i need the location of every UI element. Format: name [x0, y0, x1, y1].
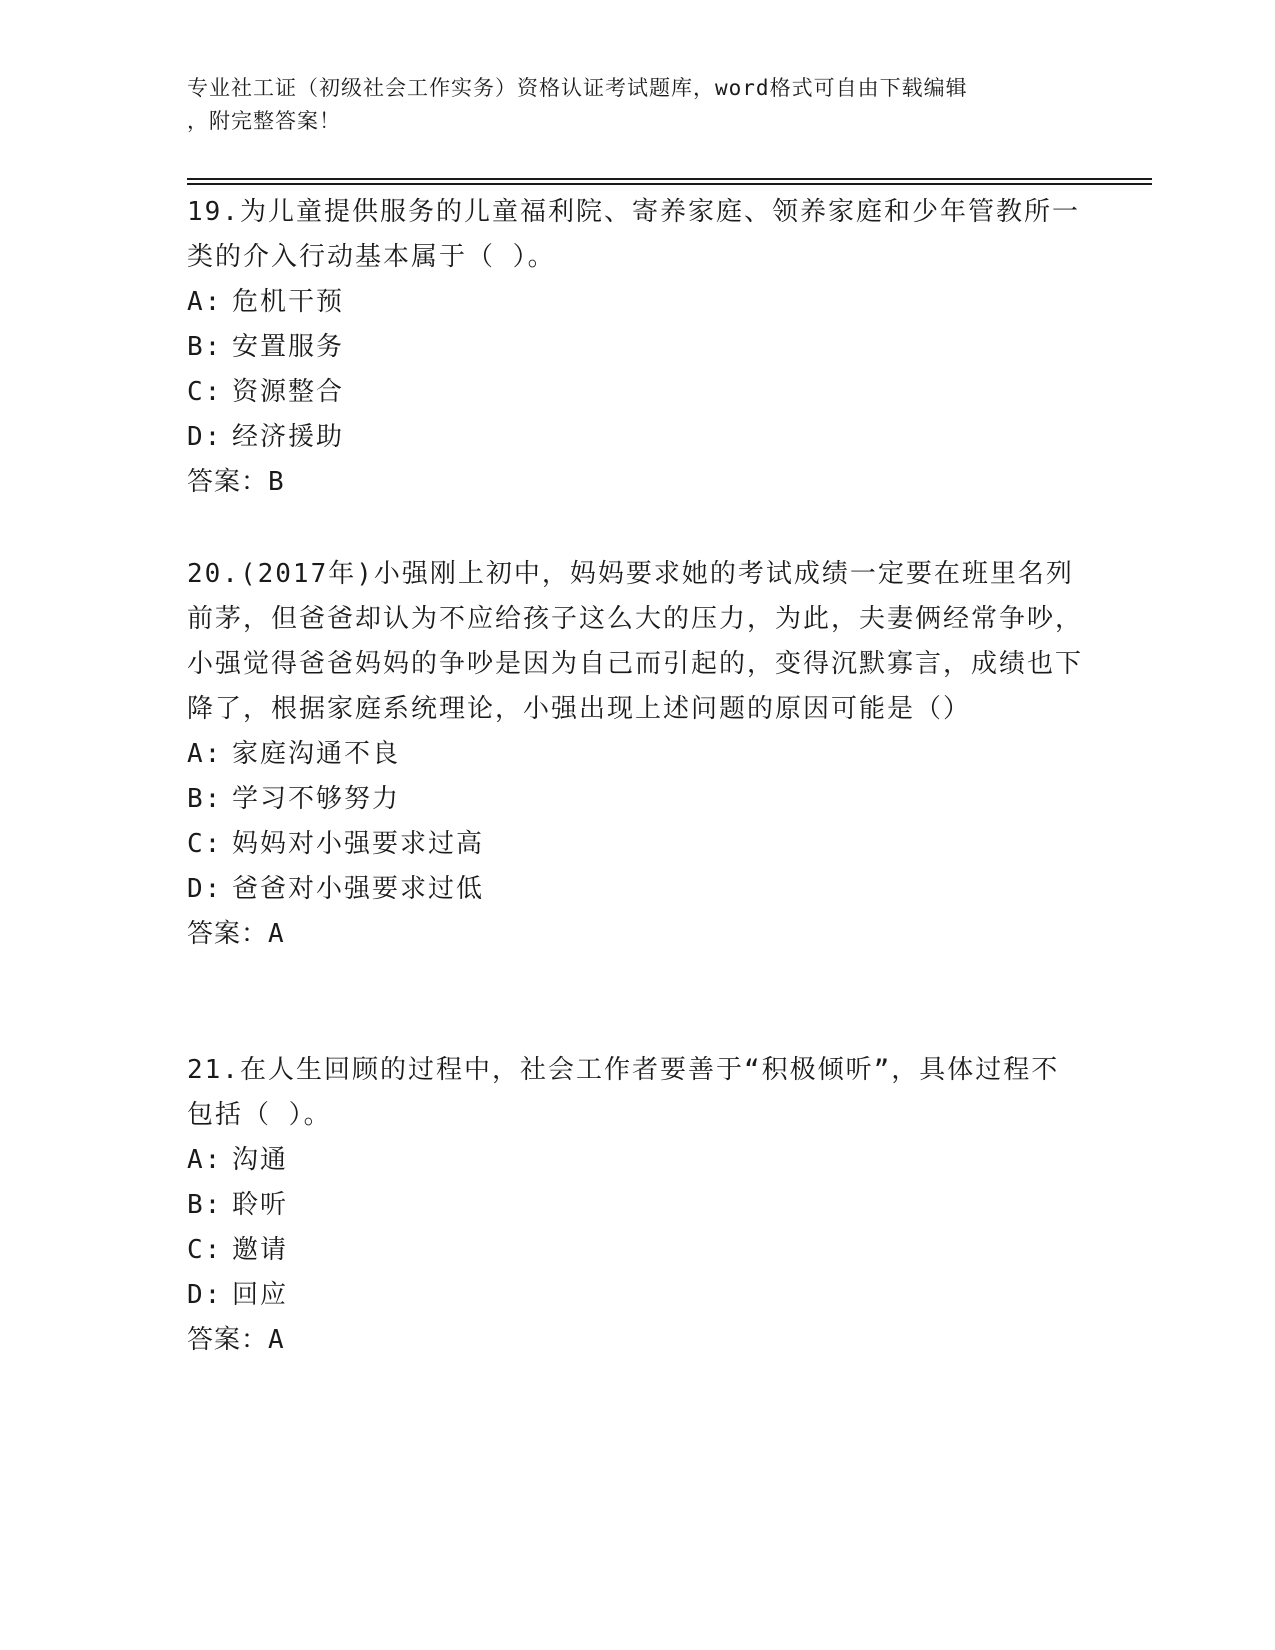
- option-d: [187, 867, 1087, 912]
- option-c: [187, 370, 1087, 415]
- option-key: B:: [187, 784, 223, 814]
- option-key: C:: [187, 1235, 223, 1265]
- question-text: 20.(2017年)小强刚上初中，妈妈要求她的考试成绩一定要在班里名列前茅，但爸爸却认为不应给孩子这么大的压力，为此，夫妻俩经常争吵，小强觉得爸爸妈妈的争吵是因为自己而引起的，变得沉默寡言，成绩也下降了，根据家庭系统理论，小强出现上述问题的原因可能是（）: [187, 559, 1084, 724]
- option-label: 学习不够努力: [232, 784, 401, 814]
- option-label: 邀请: [232, 1235, 289, 1265]
- option-key: C:: [187, 829, 223, 859]
- option-key: D:: [187, 422, 223, 452]
- option-a: [187, 732, 1087, 777]
- question-text: 19.为儿童提供服务的儿童福利院、寄养家庭、领养家庭和少年管教所一类的介入行动基本属于（ ）。: [187, 197, 1080, 272]
- answer-line: 答案：A: [187, 1325, 285, 1355]
- option-a: [187, 280, 1087, 325]
- document-header: [187, 72, 1087, 138]
- question-text: 21.在人生回顾的过程中，社会工作者要善于“积极倾听”，具体过程不包括（ ）。: [187, 1055, 1060, 1130]
- option-b: [187, 777, 1087, 822]
- header-title-line-1: 专业社工证（初级社会工作实务）资格认证考试题库，word格式可自由下载编辑: [187, 76, 968, 100]
- option-label: 资源整合: [232, 377, 345, 407]
- option-key: A:: [187, 739, 223, 769]
- option-key: A:: [187, 1145, 223, 1175]
- question-21: [187, 1048, 1087, 1363]
- option-label: 聆听: [232, 1190, 289, 1220]
- option-label: 家庭沟通不良: [232, 739, 401, 769]
- header-title-line-2: ，附完整答案！: [187, 109, 341, 133]
- option-key: A:: [187, 287, 223, 317]
- option-key: B:: [187, 332, 223, 362]
- header-divider-top: [187, 178, 1152, 180]
- option-d: [187, 1273, 1087, 1318]
- option-label: 安置服务: [232, 332, 345, 362]
- question-20: [187, 552, 1087, 957]
- option-b: [187, 325, 1087, 370]
- option-b: [187, 1183, 1087, 1228]
- option-c: [187, 1228, 1087, 1273]
- option-key: D:: [187, 874, 223, 904]
- option-label: 妈妈对小强要求过高: [232, 829, 485, 859]
- option-label: 危机干预: [232, 287, 345, 317]
- option-a: [187, 1138, 1087, 1183]
- header-divider-bottom: [187, 183, 1152, 185]
- answer-line: 答案：B: [187, 467, 285, 497]
- option-label: 经济援助: [232, 422, 345, 452]
- option-key: C:: [187, 377, 223, 407]
- option-label: 回应: [232, 1280, 289, 1310]
- option-key: B:: [187, 1190, 223, 1220]
- option-d: [187, 415, 1087, 460]
- option-c: [187, 822, 1087, 867]
- answer-line: 答案：A: [187, 919, 285, 949]
- option-label: 沟通: [232, 1145, 289, 1175]
- option-key: D:: [187, 1280, 223, 1310]
- question-19: [187, 190, 1087, 505]
- option-label: 爸爸对小强要求过低: [232, 874, 485, 904]
